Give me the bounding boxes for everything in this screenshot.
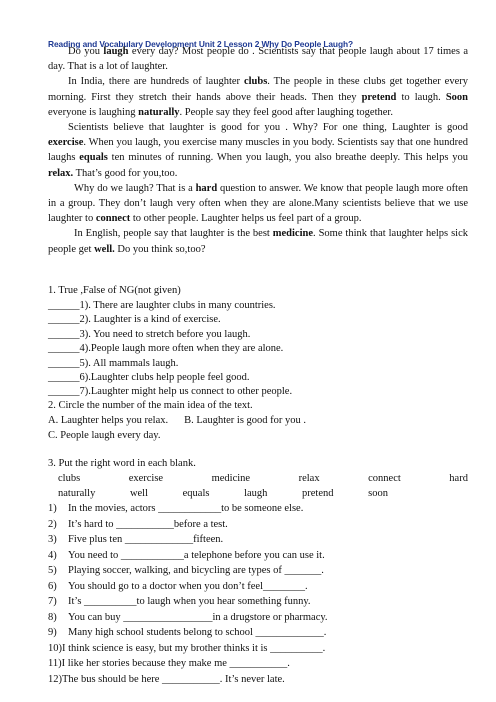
passage-paragraph [48, 120, 468, 181]
fill-blank-item [48, 517, 228, 532]
sentence-end: . [287, 658, 290, 669]
sentence-start: I think science is easy, but my brother thinks it is [62, 642, 271, 654]
passage-text: . People say they feel good after laughing together. [179, 106, 393, 118]
passage-text: . Some think that laughter helps sick people get [48, 228, 468, 255]
passage-text: every day? Most people do . Scientists say that people laugh about 17 times a day. That is a lot of laughter. [48, 46, 468, 73]
statement-text: 5). All mammals laugh. [79, 357, 179, 369]
fill-blank-item [48, 672, 285, 687]
sentence-end: a telephone before you can use it. [183, 549, 325, 561]
vocab-word: well. [94, 243, 115, 255]
fill-blank-item [48, 548, 325, 563]
answer-blank[interactable]: _________________ [123, 611, 213, 623]
word-bank-word: exercise [128, 473, 164, 484]
item-number: 4) [48, 549, 57, 561]
item-number: 9) [48, 627, 57, 638]
item-number: 3) [48, 534, 57, 545]
passage-text: Do you think so,too? [114, 243, 206, 255]
passage-text: Why do we laugh? That is a [74, 182, 196, 194]
passage-text: ten minutes of running. When you laugh, you also breathe deeply. This helps you [107, 152, 468, 164]
answer-blank[interactable]: ___________ [162, 673, 220, 685]
fill-blank-item [48, 563, 324, 578]
answer-blank[interactable]: ______ [48, 343, 80, 355]
answer-blank[interactable]: __________ [84, 596, 137, 607]
statement-text: 1). There are laughter clubs in many countries. [79, 300, 276, 311]
sentence-start: Many high school students belong to school [68, 627, 256, 638]
sentence-start: It’s [68, 596, 85, 607]
word-bank-word: well [129, 488, 149, 499]
answer-blank[interactable]: ______ [48, 357, 80, 369]
word-bank-word: pretend [302, 488, 334, 499]
vocab-word: relax. [48, 167, 74, 179]
answer-blank[interactable]: ______ [48, 372, 80, 383]
answer-blank[interactable]: _______ [284, 565, 322, 576]
fill-blank-item [48, 594, 311, 609]
word-bank-row-1 [58, 471, 468, 486]
sentence-end: . [322, 642, 326, 654]
true-false-item [48, 370, 249, 385]
vocab-word: laugh [103, 46, 129, 57]
worksheet-title: Reading and Vocabulary Development Unit 2 Lesson 2 Why Do People Laugh? [48, 39, 353, 49]
word-bank-word: medicine [211, 473, 251, 484]
passage-text: . When you laugh, you exercise many muscles in you body. Scientists say that one hundred laughs [48, 137, 468, 164]
true-false-item [48, 298, 276, 313]
sentence-start: I like her stories because they make me [61, 658, 230, 669]
passage-text: everyone is laughing [48, 106, 139, 118]
vocab-word: connect [95, 213, 131, 225]
statement-text: 7).Laughter might help us connect to other people. [79, 386, 293, 398]
passage-text: question to answer. We know that people laugh more often in a group. They don’t laugh very often when they are alone.Many scientists believe that we use laughter to [48, 182, 468, 225]
vocab-word: hard [195, 182, 218, 194]
true-false-item [48, 327, 250, 342]
passage-text: Do you [68, 46, 104, 57]
word-bank-word: relax [298, 473, 320, 484]
item-number: 6) [48, 580, 57, 592]
word-bank-word: soon [368, 488, 388, 499]
sentence-start: The bus should be here [62, 673, 163, 685]
vocab-word: naturally [138, 106, 180, 118]
sentence-end: to be someone else. [221, 503, 304, 514]
passage-paragraph [48, 74, 468, 120]
word-bank-row-2 [58, 486, 388, 501]
answer-blank[interactable]: ______ [48, 314, 80, 326]
passage-text: In India, there are hundreds of laughter [68, 76, 244, 88]
option-c[interactable]: C. People laugh every day. [48, 430, 161, 441]
sentence-start: Playing soccer, walking, and bicycling are types of [68, 565, 285, 576]
vocab-word: medicine [272, 228, 314, 240]
answer-blank[interactable]: ___________ [116, 518, 174, 530]
word-bank-word: laugh [244, 488, 268, 499]
answer-blank[interactable]: ________ [263, 580, 306, 592]
passage-text: In English, people say that laughter is the best [74, 228, 273, 240]
vocab-word: Soon [445, 91, 468, 103]
vocab-word: equals [79, 152, 108, 164]
answer-blank[interactable]: ___________ [229, 658, 288, 669]
passage-text: to other people. Laughter helps us feel part of a group. [130, 213, 362, 225]
section2-heading: 2. Circle the number of the main idea of the text. [48, 400, 253, 411]
item-number: 7) [48, 596, 57, 607]
sentence-end: in a drugstore or pharmacy. [212, 611, 328, 623]
option-b[interactable]: B. Laughter is good for you . [184, 415, 307, 426]
sentence-end: fifteen. [193, 534, 224, 545]
fill-blank-item [48, 610, 328, 625]
sentence-end: . It’s never late. [219, 673, 285, 685]
vocab-word: pretend [361, 91, 397, 103]
section1-heading: 1. True ,False of NG(not given) [48, 285, 181, 296]
answer-blank[interactable]: ____________ [158, 503, 222, 514]
sentence-end: to laugh when you hear something funny. [136, 596, 311, 607]
answer-blank[interactable]: _____________ [124, 534, 194, 545]
fill-blank-item [48, 625, 326, 640]
statement-text: 3). You need to stretch before you laugh. [79, 328, 251, 340]
sentence-end: . [305, 580, 308, 592]
fill-blank-item [48, 532, 223, 547]
option-a[interactable]: A. Laughter helps you relax. [48, 415, 169, 426]
true-false-item [48, 312, 221, 327]
true-false-item [48, 341, 283, 356]
item-number: 12) [48, 673, 62, 685]
word-bank-word: connect [368, 473, 401, 484]
statement-text: 2). Laughter is a kind of exercise. [79, 314, 221, 326]
sentence-start: Five plus ten [68, 534, 125, 545]
item-number: 2) [48, 518, 57, 530]
answer-blank[interactable]: ____________ [120, 549, 184, 561]
reading-passage [48, 44, 468, 257]
passage-text: That’s good for you,too. [73, 167, 178, 179]
answer-blank[interactable]: ______ [48, 386, 80, 398]
vocab-word: clubs [243, 76, 268, 88]
passage-text: to laugh. [396, 91, 446, 103]
statement-text: 6).Laughter clubs help people feel good. [79, 372, 250, 383]
sentence-start: You can buy [68, 611, 124, 623]
passage-paragraph [48, 226, 468, 256]
word-bank-word: naturally [58, 488, 96, 499]
statement-text: 4).People laugh more often when they are alone. [79, 343, 284, 355]
passage-text: . The people in these clubs get together every morning. First they stretch their hands above their heads. Then they [48, 76, 468, 103]
item-number: 1) [48, 503, 57, 514]
sentence-end: . [323, 627, 327, 638]
item-number: 10) [48, 642, 62, 654]
vocab-word: exercise [48, 137, 84, 149]
answer-blank[interactable]: ______ [48, 328, 80, 340]
sentence-start: You need to [68, 549, 121, 561]
passage-text: Scientists believe that laughter is good for you . Why? For one thing, Laughter is good [68, 122, 468, 134]
word-bank-word: hard [449, 473, 468, 484]
passage-paragraph [48, 181, 468, 227]
section2-options-ab [48, 413, 306, 428]
sentence-end: before a test. [173, 518, 228, 530]
fill-blank-item [48, 501, 303, 516]
word-bank-word: clubs [58, 473, 81, 484]
sentence-start: You should go to a doctor when you don’t feel [68, 580, 264, 592]
true-false-item [48, 356, 178, 371]
fill-blank-item [48, 641, 325, 656]
fill-blank-item [48, 579, 308, 594]
word-bank-word: equals [182, 488, 210, 499]
section3-heading: 3. Put the right word in each blank. [48, 458, 196, 469]
item-number: 11) [48, 658, 62, 669]
answer-blank[interactable]: ______ [48, 300, 80, 311]
sentence-start: In the movies, actors [68, 503, 159, 514]
answer-blank[interactable]: __________ [270, 642, 323, 654]
sentence-end: . [321, 565, 324, 576]
item-number: 8) [48, 611, 57, 623]
fill-blank-item [48, 656, 290, 671]
item-number: 5) [48, 565, 57, 576]
passage-paragraph [48, 44, 468, 74]
answer-blank[interactable]: _____________ [255, 627, 324, 638]
sentence-start: It’s hard to [68, 518, 117, 530]
